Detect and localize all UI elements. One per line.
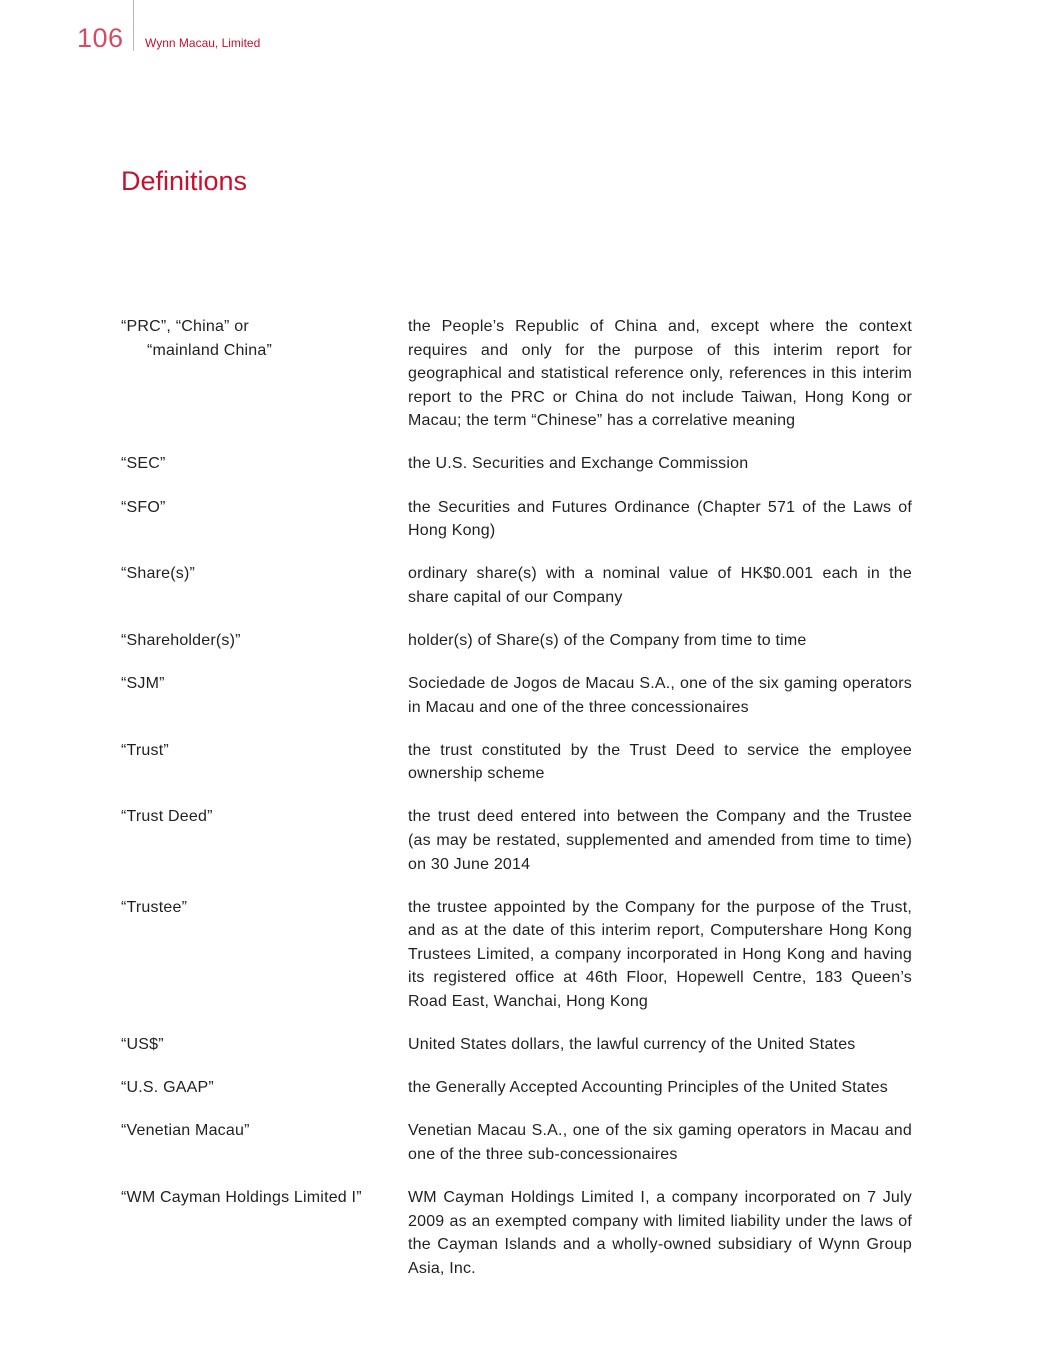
definition-term-line: “US$” [121, 1036, 164, 1054]
definition-term [121, 452, 408, 476]
definition-meaning: WM Cayman Holdings Limited I, a company incorporated on 7 July 2009 as an exempted company with limited liability under the laws of the Cayman Islands and a wholly-owned subsidiary of Wynn Group Asia, Inc. [408, 1189, 912, 1277]
definition-row [121, 1076, 912, 1100]
definition-term-line: “Venetian Macau” [121, 1122, 250, 1140]
definition-row [121, 496, 912, 543]
company-name: Wynn Macau, Limited [145, 36, 261, 50]
definition-term-line: “mainland China” [147, 341, 273, 359]
definition-row [121, 629, 912, 653]
definition-meaning: ordinary share(s) with a nominal value of HK$0.001 each in the share capital of our Company [408, 565, 912, 606]
definition-term-line: “PRC”, “China” or [121, 318, 249, 335]
definition-term [121, 1033, 408, 1057]
definition-term [121, 1186, 408, 1280]
definition-term-line: “SFO” [121, 498, 166, 516]
definition-term [121, 672, 408, 719]
definition-term-line: “Shareholder(s)” [121, 631, 241, 649]
definition-meaning: United States dollars, the lawful currency of the United States [408, 1036, 856, 1054]
definition-row [121, 739, 912, 786]
definition-term [121, 496, 408, 543]
section-title: Definitions [121, 166, 248, 196]
definition-row [121, 1186, 912, 1280]
definition-term [121, 739, 408, 786]
definition-meaning: the trust constituted by the Trust Deed to service the employee ownership scheme [408, 741, 912, 783]
definition-term [121, 805, 408, 876]
definition-term [121, 896, 408, 1014]
definition-row [121, 1119, 912, 1166]
definition-term-line: “SEC” [121, 455, 166, 473]
definition-term-line: “SJM” [121, 675, 165, 693]
definition-meaning: the U.S. Securities and Exchange Commission [408, 455, 749, 473]
definition-term-line: “U.S. GAAP” [121, 1079, 214, 1097]
definition-row [121, 672, 912, 719]
definition-row [121, 315, 912, 433]
definition-meaning: the trust deed entered into between the Company and the Trustee (as may be restated, supplemented and amended from time to time) on 30 June 2014 [408, 808, 912, 873]
definition-term-line: “Trust” [121, 741, 169, 759]
header-divider [133, 0, 134, 51]
definition-term-line: “WM Cayman Holdings Limited I” [121, 1189, 362, 1207]
definition-term [121, 629, 408, 653]
definition-term-line: “Trustee” [121, 898, 188, 916]
definition-term [121, 562, 408, 609]
definition-term-line: “Trust Deed” [121, 808, 213, 826]
definition-meaning: holder(s) of Share(s) of the Company from time to time [408, 631, 807, 649]
definition-row [121, 452, 912, 476]
definition-row [121, 805, 912, 876]
definition-meaning: the People’s Republic of China and, except where the context requires and only for the purpose of this interim report for geographical and statistical reference only, references in this interim report to the PRC or China do not include Taiwan, Hong Kong or Macau; the term “Chinese” has a correlative meaning [408, 318, 912, 430]
definition-meaning: the Generally Accepted Accounting Principles of the United States [408, 1079, 888, 1097]
definition-meaning: the Securities and Futures Ordinance (Chapter 571 of the Laws of Hong Kong) [408, 498, 912, 540]
definition-term-line: “Share(s)” [121, 565, 196, 583]
definition-term [121, 1119, 408, 1166]
definition-meaning: the trustee appointed by the Company for the purpose of the Trust, and as at the date of this interim report, Computershare Hong Kong Trustees Limited, a company incorporated in Hong Kong and having its registered office at 46th Floor, Hopewell Centre, 183 Queen’s Road East, Wanchai, Hong Kong [408, 898, 912, 1011]
definition-meaning: Sociedade de Jogos de Macau S.A., one of the six gaming operators in Macau and one of the three concessionaires [408, 675, 912, 716]
definition-term [121, 1076, 408, 1100]
definition-row [121, 1033, 912, 1057]
page-number: 106 [77, 23, 124, 53]
definition-term [121, 315, 408, 433]
definitions-list [121, 315, 912, 1300]
definition-row [121, 896, 912, 1014]
definition-row [121, 562, 912, 609]
definition-meaning: Venetian Macau S.A., one of the six gaming operators in Macau and one of the three sub-concessionaires [408, 1122, 912, 1163]
